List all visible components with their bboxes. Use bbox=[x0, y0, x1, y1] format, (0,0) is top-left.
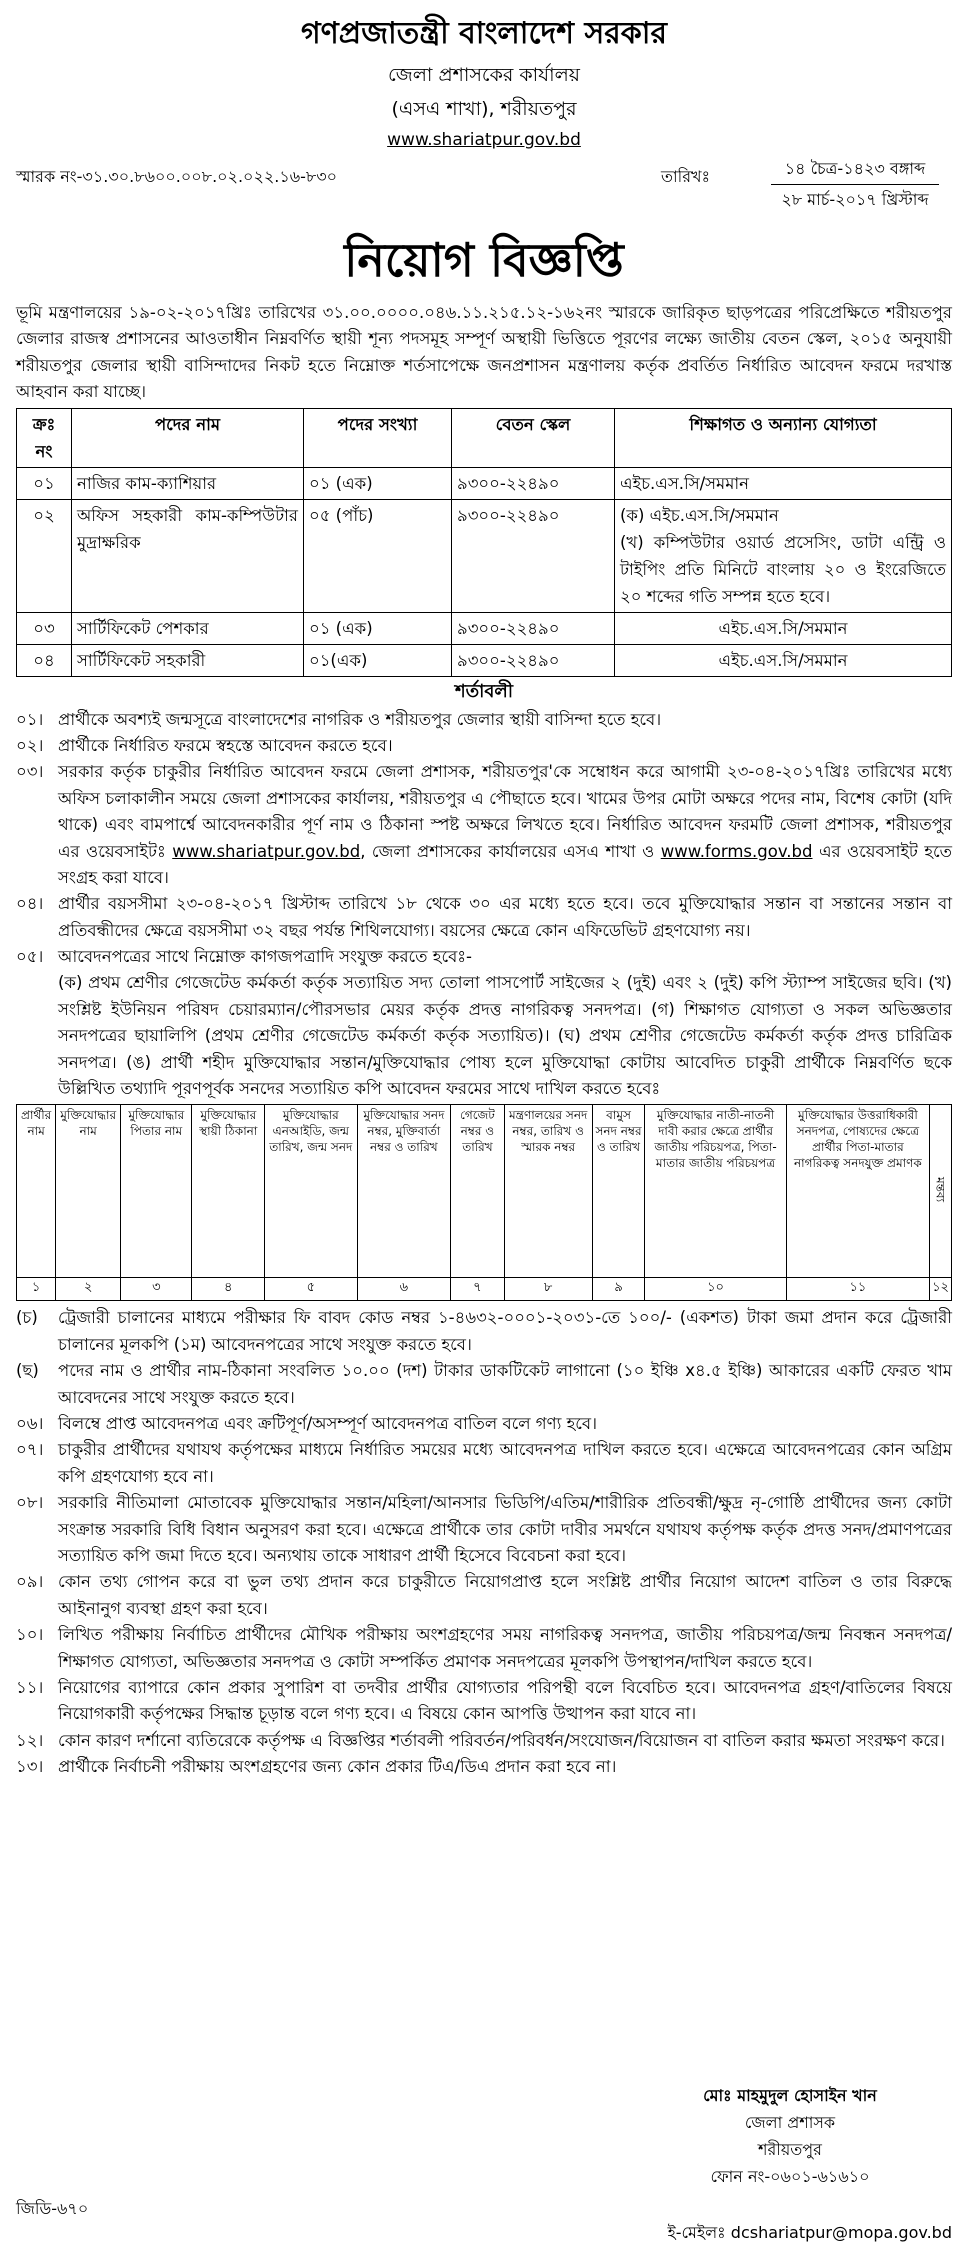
row-post-name: সার্টিফিকেট পেশকার bbox=[72, 612, 304, 644]
condition-text-part: , জেলা প্রশাসকের কার্যালয়ের এসএ শাখা ও bbox=[360, 841, 655, 861]
signatory-name: মোঃ মাহমুদুল হোসাইন খান bbox=[703, 2086, 877, 2105]
condition-number: ১৩। bbox=[16, 1757, 44, 1777]
ff-col-number: ১২ bbox=[930, 1278, 952, 1301]
col-pay-scale: বেতন স্কেল bbox=[452, 408, 615, 467]
ff-col-header: প্রার্থীর নাম bbox=[17, 1105, 56, 1278]
condition-item bbox=[16, 707, 952, 733]
row-post-name: নাজির কাম-ক্যাশিয়ার bbox=[72, 467, 304, 499]
col-post-name: পদের নাম bbox=[72, 408, 304, 467]
col-serial: ক্রঃ নং bbox=[17, 408, 72, 467]
ff-col-number: ৪ bbox=[192, 1278, 265, 1301]
ff-col-number: ৫ bbox=[265, 1278, 357, 1301]
table-row bbox=[17, 499, 952, 612]
condition-number: ০৮। bbox=[16, 1493, 44, 1513]
ff-col-number: ২ bbox=[56, 1278, 121, 1301]
notice-heading: নিয়োগ বিজ্ঞপ্তি bbox=[344, 233, 624, 287]
condition-text: কোন কারণ দর্শানো ব্যতিরেকে কর্তৃপক্ষ এ বিজ্ঞপ্তির শর্তাবলী পরিবর্তন/পরিবর্ধন/সংযোজন/বিয়োজন বা বাতিল করার ক্ষমতা সংরক্ষণ করে। bbox=[58, 1730, 945, 1750]
ff-col-header: মন্তব্য bbox=[933, 1176, 948, 1202]
ff-col-header: মুক্তিযোদ্ধার উত্তরাধিকারী সনদপত্র, পোষ্যদের ক্ষেত্রে প্রার্থীর পিতা-মাতার নাগরিকত্ব সনদযুক্ত প্রমাণক bbox=[786, 1105, 929, 1278]
condition-text: কোন তথ্য গোপন করে বা ভুল তথ্য প্রদান করে চাকুরীতে নিয়োগপ্রাপ্ত হলে সংশ্লিষ্ট প্রার্থীর নিয়োগ আদেশ বাতিল ও তার বিরুদ্ধে আইনানুগ ব্যবস্থা গ্রহণ করা হবে। bbox=[58, 1572, 952, 1618]
condition-text: প্রার্থীকে অবশ্যই জন্মসূত্রে বাংলাদেশের নাগরিক ও শরীয়তপুর জেলার স্থায়ী বাসিন্দা হতে হবে। bbox=[58, 709, 662, 729]
forms-website-link[interactable]: www.forms.gov.bd bbox=[660, 841, 813, 861]
condition-text: নিয়োগের ব্যাপারে কোন প্রকার সুপারিশ বা তদবীর প্রার্থীর যোগ্যতার পরিপন্থী বলে বিবেচিত হবে। আবেদনপত্র গ্রহণ/বাতিলের বিষয়ে নিয়োগকারী কর্তৃপক্ষের সিদ্ধান্ত চূড়ান্ত বলে গণ্য হবে। এ বিষয়ে কোন আপত্তি উত্থাপন করা যাবে না। bbox=[58, 1677, 952, 1724]
table-row bbox=[17, 467, 952, 499]
row-post-count: ০১(এক) bbox=[304, 644, 452, 676]
condition-item bbox=[16, 1754, 952, 1780]
intro-paragraph: ভূমি মন্ত্রণালয়ের ১৯-০২-২০১৭খ্রিঃ তারিখের ৩১.০০.০০০০.০৪৬.১১.২১৫.১২-১৬২নং স্মারকে জারিকৃত ছাড়পত্রের পরিপ্রেক্ষিতে শরীয়তপুর জেলার রাজস্ব প্রশাসনের আওতাধীন নিম্নবর্ণিত স্থায়ী শূন্য পদসমূহ সম্পূর্ণ অস্থায়ী ভিত্তিতে পূরণের লক্ষ্যে জাতীয় বেতন স্কেল, ২০১৫ অনুযায়ী শরীয়তপুর জেলার স্থায়ী বাসিন্দাদের নিকট হতে নিম্নোক্ত শর্তসাপেক্ষে জনপ্রশাসন মন্ত্রণালয় কর্তৃক প্রবর্তিত নির্ধারিত আবেদন ফরমে দরখাস্ত আহবান করা যাচ্ছে। bbox=[16, 303, 952, 402]
condition-number: ০৭। bbox=[16, 1440, 44, 1460]
qualification-line: (ক) এইচ.এস.সি/সমমান bbox=[620, 505, 779, 525]
date-box bbox=[771, 154, 939, 215]
row-post-count: ০৫ (পাঁচ) bbox=[304, 499, 452, 612]
condition-number: ০১। bbox=[16, 709, 44, 729]
condition-text-part: সরকার কর্তৃক চাকুরীর নির্ধারিত আবেদন ফরমে জেলা প্রশাসক, শরীয়তপুর'কে সম্বোধন করে আগামী ২৩-০৪-২০১৭খ্রিঃ তারিখের মধ্যে অফিস চলাকালীন সময়ে জেলা প্রশাসকের কার্যালয়, শরীয়তপুর এ পৌছাতে হবে। খামের উপর মোটা অক্ষরে পদের নাম, বিশেষ কোটা (যদি থাকে) এবং বামপার্শ্বে আবেদনকারীর পূর্ণ নাম ও ঠিকানা স্পষ্ট অক্ষরে লিখতে হবে। নির্ধারিত আবেদন ফরমটি জেলা প্রশাসক, শরীয়তপুর এর ওয়েবসাইটঃ bbox=[58, 762, 952, 861]
row-pay-scale: ৯৩০০-২২৪৯০ bbox=[452, 467, 615, 499]
ff-col-header: মুক্তিযোদ্ধার স্থায়ী ঠিকানা bbox=[192, 1105, 265, 1278]
condition-text bbox=[58, 944, 952, 1102]
row-serial: ০১ bbox=[17, 467, 72, 499]
condition-item bbox=[16, 1411, 952, 1437]
condition-item bbox=[16, 1675, 952, 1728]
ff-col-number: ১ bbox=[17, 1278, 56, 1301]
row-post-name: অফিস সহকারী কাম-কম্পিউটার মুদ্রাক্ষরিক bbox=[72, 499, 304, 612]
condition-item bbox=[16, 759, 952, 891]
row-post-count: ০১ (এক) bbox=[304, 612, 452, 644]
ff-col-number: ১০ bbox=[645, 1278, 786, 1301]
row-qualification: এইচ.এস.সি/সমমান bbox=[615, 612, 952, 644]
reference-row bbox=[16, 154, 952, 224]
condition-item bbox=[16, 733, 952, 759]
sub-item-text: ট্রেজারী চালানের মাধ্যমে পরীক্ষার ফি বাবদ কোড নম্বর ১-৪৬৩২-০০০১-২০৩১-তে ১০০/- (একশত) টাকা জমা প্রদান করে ট্রেজারী চালানের মূলকপি (১ম) আবেদনপত্রের সাথে সংযুক্ত করতে হবে। bbox=[58, 1308, 952, 1354]
row-serial: ০২ bbox=[17, 499, 72, 612]
conditions-heading: শর্তাবলী bbox=[455, 680, 513, 702]
ff-number-row bbox=[17, 1278, 952, 1301]
row-post-name: সার্টিফিকেট সহকারী bbox=[72, 644, 304, 676]
signature-block bbox=[640, 2082, 940, 2190]
sub-item-marker: (চ) bbox=[16, 1308, 38, 1328]
sub-item bbox=[16, 1305, 952, 1358]
gd-number: জিডি-৬৭০ bbox=[16, 2199, 89, 2218]
qualification-line: (খ) কম্পিউটার ওয়ার্ড প্রসেসিং, ডাটা এন্ট্রি ও টাইপিং প্রতি মিনিটে বাংলায় ২০ ও ইংরেজিতে ২০ শব্দের গতি সম্পন্ন হতে হবে। bbox=[620, 532, 946, 606]
condition-item bbox=[16, 1728, 952, 1754]
ff-col-header: মুক্তিযোদ্ধার এনআইডি, জন্ম তারিখ, জন্ম সনদ bbox=[265, 1105, 357, 1278]
date-english: ২৮ মার্চ-২০১৭ খ্রিস্টাব্দ bbox=[781, 190, 929, 209]
ff-col-number: ৩ bbox=[121, 1278, 192, 1301]
row-serial: ০৩ bbox=[17, 612, 72, 644]
condition-number: ১১। bbox=[16, 1677, 44, 1697]
col-qualification: শিক্ষাগত ও অন্যান্য যোগ্যতা bbox=[615, 408, 952, 467]
branch-name: (এসএ শাখা), শরীয়তপুর bbox=[391, 98, 577, 120]
memo-number: স্মারক নং-৩১.৩০.৮৬০০.০০৮.০২.০২২.১৬-৮৩০ bbox=[16, 167, 338, 186]
condition-number: ০৪। bbox=[16, 894, 44, 914]
ff-col-number: ৯ bbox=[592, 1278, 645, 1301]
condition-number: ০৬। bbox=[16, 1413, 44, 1433]
condition-item bbox=[16, 1622, 952, 1675]
ff-col-header: মুক্তিযোদ্ধার নাতী-নাতনী দাবী করার ক্ষেত্রে প্রার্থীর জাতীয় পরিচয়পত্র, পিতা-মাতার জাতীয় পরিচয়পত্র bbox=[645, 1105, 786, 1278]
table-row bbox=[17, 612, 952, 644]
website-link[interactable]: www.shariatpur.gov.bd bbox=[387, 130, 581, 150]
ff-col-number: ৬ bbox=[357, 1278, 451, 1301]
condition-text: প্রার্থীকে নির্বাচনী পরীক্ষায় অংশগ্রহণের জন্য কোন প্রকার টিএ/ডিএ প্রদান করা হবে না। bbox=[58, 1757, 617, 1777]
table-row bbox=[17, 644, 952, 676]
shariatpur-website-link[interactable]: www.shariatpur.gov.bd bbox=[172, 841, 361, 861]
row-pay-scale: ৯৩০০-২২৪৯০ bbox=[452, 612, 615, 644]
date-label: তারিখঃ bbox=[661, 167, 711, 186]
ff-col-number: ৭ bbox=[451, 1278, 504, 1301]
row-pay-scale: ৯৩০০-২২৪৯০ bbox=[452, 499, 615, 612]
ff-col-header: মুক্তিযোদ্ধার সনদ নম্বর, মুক্তিবার্তা নম্বর ও তারিখ bbox=[357, 1105, 451, 1278]
condition-text-part: আবেদনপত্রের সাথে নিম্নোক্ত কাগজপত্রাদি সংযুক্ত করতে হবেঃ- bbox=[58, 947, 473, 967]
condition-text bbox=[58, 759, 952, 891]
row-qualification bbox=[615, 499, 952, 612]
row-serial: ০৪ bbox=[17, 644, 72, 676]
signatory-location: শরীয়তপুর bbox=[758, 2140, 822, 2159]
sub-item bbox=[16, 1358, 952, 1411]
col-post-count: পদের সংখ্যা bbox=[304, 408, 452, 467]
condition-text-part: (ক) প্রথম শ্রেণীর গেজেটেড কর্মকর্তা কর্তৃক সত্যায়িত সদ্য তোলা পাসপোর্ট সাইজের ২ (দুই) এবং ২ (দুই) কপি স্ট্যাম্প সাইজের ছবি। (খ) সংশ্লিষ্ট ইউনিয়ন পরিষদ চেয়ারম্যান/পৌরসভার মেয়র কর্তৃক প্রদত্ত নাগরিকত্ব সনদপত্র। (গ) শিক্ষাগত যোগ্যতা ও সকল অভিজ্ঞতার সনদপত্রের ছায়ালিপি (প্রথম শ্রেণীর গেজেটেড কর্মকর্তা কর্তৃক সত্যায়িত)। (ঘ) প্রথম শ্রেণীর গেজেটেড কর্মকর্তা কর্তৃক প্রদত্ত চারিত্রিক সনদপত্র। (ঙ) প্রার্থী শহীদ মুক্তিযোদ্ধার সন্তান/মুক্তিযোদ্ধার পোষ্য হলে মুক্তিযোদ্ধা কোটায় আবেদিত চাকুরী প্রার্থীকে নিম্নবর্ণিত ছকে উল্লিখিত তথ্যাদি পূরণপূর্বক সনদের সত্যায়িত কপি আবেদন ফরমের সাথে দাখিল করতে হবেঃ bbox=[58, 973, 952, 1099]
condition-text: প্রার্থীকে নির্ধারিত ফরমে স্বহস্তে আবেদন করতে হবে। bbox=[58, 735, 393, 755]
condition-text-part: এর ওয়েবসাইট হতে সংগ্রহ করা যাবে। bbox=[58, 841, 953, 887]
condition-text: সরকারি নীতিমালা মোতাবেক মুক্তিযোদ্ধার সন্তান/মহিলা/আনসার ভিডিপি/এতিম/শারীরিক প্রতিবন্ধী/ক্ষুদ্র নৃ-গোষ্ঠি প্রার্থীদের জন্য কোটা সংক্রান্ত সরকারি বিধি বিধান অনুসরণ করা হবে। এক্ষেত্রে প্রার্থীকে তার কোটা দাবীর সমর্থনে যথাযথ কর্তৃপক্ষ কর্তৃক প্রদত্ত সনদ/প্রমাণপত্রের সত্যায়িত কপি জমা দিতে হবে। অন্যথায় তাকে সাধারণ প্রার্থী হিসেবে বিবেচনা করা হবে। bbox=[58, 1493, 952, 1565]
date-bangla: ১৪ চৈত্র-১৪২৩ বঙ্গাব্দ bbox=[771, 154, 939, 185]
contact-email[interactable]: ই-মেইলঃ dcshariatpur@mopa.gov.bd bbox=[667, 2223, 952, 2242]
condition-item bbox=[16, 1569, 952, 1622]
row-pay-scale: ৯৩০০-২২৪৯০ bbox=[452, 644, 615, 676]
signatory-designation: জেলা প্রশাসক bbox=[744, 2113, 836, 2132]
condition-text: চাকুরীর প্রার্থীদের যথাযথ কর্তৃপক্ষের মাধ্যমে নির্ধারিত সময়ের মধ্যে আবেদনপত্র দাখিল করতে হবে। এক্ষেত্রে আবেদনপত্রের কোন অগ্রিম কপি গ্রহণযোগ্য হবে না। bbox=[58, 1440, 952, 1486]
row-post-count: ০১ (এক) bbox=[304, 467, 452, 499]
posts-table bbox=[16, 408, 952, 677]
condition-number: ০২। bbox=[16, 735, 44, 755]
condition-number: ০৯। bbox=[16, 1572, 44, 1592]
ff-col-header-cell bbox=[930, 1105, 952, 1278]
ff-col-header: গেজেট নম্বর ও তারিখ bbox=[451, 1105, 504, 1278]
condition-number: ০৩। bbox=[16, 762, 44, 782]
row-qualification: এইচ.এস.সি/সমমান bbox=[615, 644, 952, 676]
ff-col-header: বামুস সনদ নম্বর ও তারিখ bbox=[592, 1105, 645, 1278]
ff-col-header: মুক্তিযোদ্ধার পিতার নাম bbox=[121, 1105, 192, 1278]
row-qualification: এইচ.এস.সি/সমমান bbox=[615, 467, 952, 499]
office-name: জেলা প্রশাসকের কার্যালয় bbox=[388, 64, 580, 86]
ff-col-number: ৮ bbox=[504, 1278, 592, 1301]
posts-header-row bbox=[17, 408, 952, 467]
government-title: গণপ্রজাতন্ত্রী বাংলাদেশ সরকার bbox=[301, 16, 667, 51]
sub-item-text: পদের নাম ও প্রার্থীর নাম-ঠিকানা সংবলিত ১০.০০ (দশ) টাকার ডাকটিকেট লাগানো (১০ ইঞ্চি x৪.৫ ইঞ্চি) আকারের একটি ফেরত খাম আবেদনের সাথে সংযুক্ত করতে হবে। bbox=[58, 1361, 952, 1407]
condition-item bbox=[16, 891, 952, 944]
ff-header-row bbox=[17, 1105, 952, 1278]
condition-item bbox=[16, 1490, 952, 1569]
condition-text: প্রার্থীর বয়সসীমা ২৩-০৪-২০১৭ খ্রিস্টাব্দ তারিখে ১৮ থেকে ৩০ এর মধ্যে হতে হবে। তবে মুক্তিযোদ্ধার সন্তান বা সন্তানের সন্তান বা প্রতিবন্ধীদের ক্ষেত্রে বয়সসীমা ৩২ বছর পর্যন্ত শিথিলযোগ্য। বয়সের ক্ষেত্রে কোন এফিডেভিট গ্রহণযোগ্য নয়। bbox=[58, 894, 952, 940]
condition-item bbox=[16, 944, 952, 1102]
sub-item-marker: (ছ) bbox=[16, 1361, 39, 1381]
condition-number: ০৫। bbox=[16, 947, 44, 967]
condition-text: লিখিত পরীক্ষায় নির্বাচিত প্রার্থীদের মৌখিক পরীক্ষায় অংশগ্রহণের সময় নাগরিকত্ব সনদপত্র, জাতীয় পরিচয়পত্র/জন্ম নিবন্ধন সনদপত্র/শিক্ষাগত যোগ্যতা, অভিজ্ঞতার সনদপত্র ও কোটা সম্পর্কিত প্রমাণক সনদপত্রের মূলকপি উপস্থাপন/দাখিল করতে হবে। bbox=[58, 1625, 952, 1671]
condition-number: ১০। bbox=[16, 1625, 44, 1645]
condition-text: বিলম্বে প্রাপ্ত আবেদনপত্র এবং ক্রটিপূর্ণ/অসম্পূর্ণ আবেদনপত্র বাতিল বলে গণ্য হবে। bbox=[58, 1413, 598, 1433]
freedom-fighter-table bbox=[16, 1104, 952, 1301]
ff-col-header: মুক্তিযোদ্ধার নাম bbox=[56, 1105, 121, 1278]
signatory-phone: ফোন নং-০৬০১-৬১৬১০ bbox=[710, 2167, 870, 2186]
ff-col-number: ১১ bbox=[786, 1278, 929, 1301]
condition-number: ১২। bbox=[16, 1730, 44, 1750]
condition-item bbox=[16, 1437, 952, 1490]
ff-col-header: মন্ত্রণালয়ের সনদ নম্বর, তারিখ ও স্মারক নম্বর bbox=[504, 1105, 592, 1278]
